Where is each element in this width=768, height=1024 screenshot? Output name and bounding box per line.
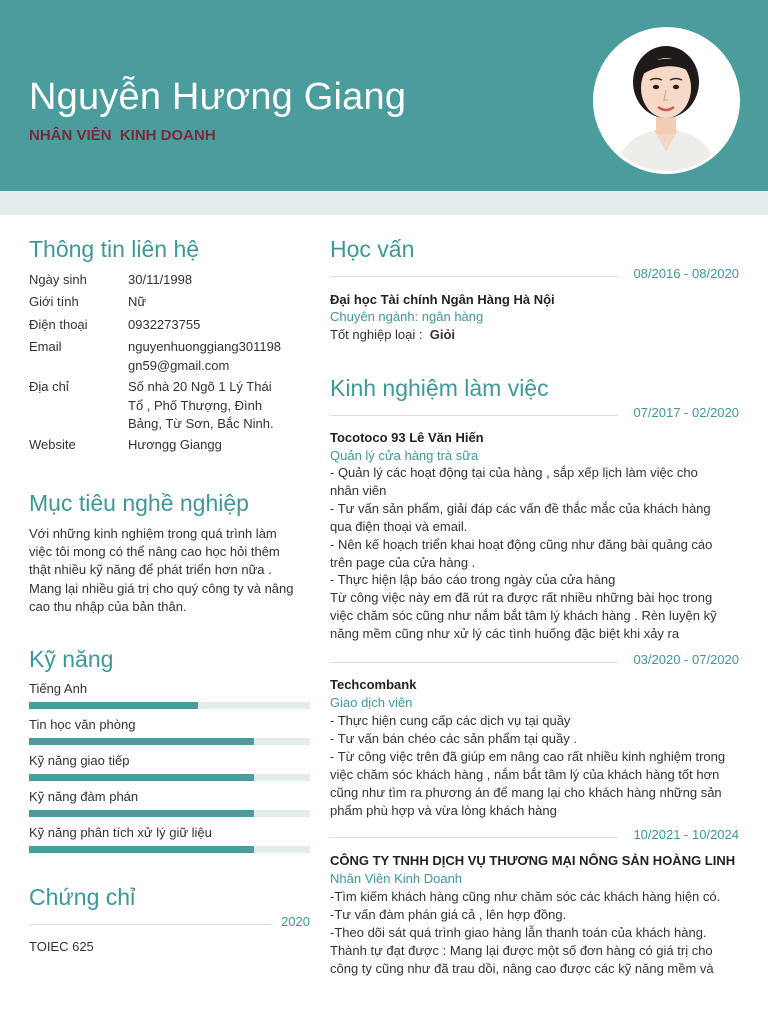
job-description <box>330 712 745 819</box>
objective-line: Với những kinh nghiệm trong quá trình làm <box>29 526 277 541</box>
job-description-line: việc chăm sóc khách hàng , nắm bắt tâm lý của khách hàng tốt hơn <box>330 766 720 782</box>
job-company: Tocotoco 93 Lê Văn Hiến <box>330 430 484 445</box>
job-description <box>330 888 745 978</box>
skills-section-title: Kỹ năng <box>29 646 114 672</box>
job-description-line: - Từ công việc trên đã giúp em nâng cao rất nhiều kinh nghiệm trong <box>330 748 726 764</box>
education-date: 08/2016 - 08/2020 <box>633 266 739 281</box>
job-description-line: cũng như tìm ra phương án để mang lại cho khách hàng những sản <box>330 784 722 800</box>
job-description-line: nhân viên <box>330 482 387 498</box>
gender-value: Nữ <box>128 294 147 309</box>
certificates-divider <box>29 924 271 925</box>
school-name: Đại học Tài chính Ngân Hàng Hà Nội <box>330 292 555 307</box>
job-description-line: phẩm phù hợp và vừa lòng khách hàng <box>330 802 557 818</box>
job-description-line: trên page của cửa hàng . <box>330 554 476 570</box>
job-company: CÔNG TY TNHH DỊCH VỤ THƯƠNG MẠI NÔNG SẢN HOÀNG LINH <box>330 853 736 868</box>
experience-section-title: Kinh nghiệm làm việc <box>330 375 549 401</box>
job-description-line: -Tư vấn đàm phán giá cả , lên hợp đồng. <box>330 906 567 922</box>
job-description-line: - Thực hiện lập báo cáo trong ngày của cửa hàng <box>330 572 616 588</box>
website-label: Website <box>29 437 76 452</box>
job-position: Quản lý cửa hàng trà sữa <box>330 448 479 463</box>
address-line: Số nhà 20 Ngõ 1 Lý Thái <box>128 379 272 394</box>
job-description-line: - Nên kế hoạch triển khai hoạt động cũng như đăng bài quảng cáo <box>330 536 713 552</box>
email-label: Email <box>29 339 62 354</box>
address-value <box>128 378 274 434</box>
job-description-line: năng mềm cũng như xử lý các tình huống đặc biệt khi xảy ra <box>330 626 680 642</box>
objective-text <box>29 525 314 616</box>
job-divider <box>330 837 618 838</box>
portrait-image <box>596 30 737 171</box>
website-value[interactable]: Hươngg Giangg <box>128 437 222 452</box>
skill-bar <box>29 702 310 709</box>
skill-bar-fill <box>29 774 254 781</box>
education-section-title: Học vấn <box>330 236 415 262</box>
job-divider <box>330 415 618 416</box>
phone-label: Điện thoại <box>29 317 88 332</box>
objective-line: Mang lại nhiều giá trị cho quý công ty và nâng <box>29 580 294 596</box>
candidate-role: NHÂN VIÊN KINH DOANH <box>29 127 216 144</box>
profile-photo <box>593 27 740 174</box>
birth-label: Ngày sinh <box>29 272 87 287</box>
address-label: Địa chỉ <box>29 379 69 394</box>
job-description-line: qua điện thoại và email. <box>330 518 468 534</box>
skill-label: Kỹ năng đàm phán <box>29 789 139 804</box>
grade-label: Tốt nghiệp loại : <box>330 327 423 342</box>
objective-line: thật nhiều kỹ năng để phát triển hơn nữa . <box>29 562 272 578</box>
address-line: Tổ , Phố Thượng, Đình <box>128 397 263 413</box>
job-date: 10/2021 - 10/2024 <box>633 827 739 842</box>
job-position: Giao dịch viên <box>330 695 413 710</box>
job-description-line: -Tìm kiếm khách hàng cũng như chăm sóc các khách hàng hiện có. <box>330 889 721 904</box>
skill-bar <box>29 774 310 781</box>
skill-bar <box>29 846 310 853</box>
job-description <box>330 464 745 643</box>
objective-line: cao thu nhập của bản thân. <box>29 598 187 614</box>
email-line: gn59@gmail.com <box>128 357 230 373</box>
candidate-name: Nguyễn Hương Giang <box>29 76 407 118</box>
job-divider <box>330 662 618 663</box>
grade-value: Giỏi <box>429 327 456 342</box>
skill-bar-fill <box>29 810 254 817</box>
job-description-line: Thành tự đạt được : Mang lại được một số đơn hàng có giá trị cho <box>330 942 713 958</box>
objective-section-title: Mục tiêu nghề nghiệp <box>29 490 249 516</box>
job-company: Techcombank <box>330 677 417 692</box>
job-description-line: -Theo dõi sát quá trình giao hàng lẫn thanh toán của khách hàng. <box>330 924 707 940</box>
certificates-section-title: Chứng chỉ <box>29 884 136 910</box>
email-value[interactable] <box>128 338 281 375</box>
job-description-line: - Tư vấn bán chéo các sản phẩm tại quầy . <box>330 730 577 746</box>
skill-label: Tin học văn phòng <box>29 717 136 732</box>
skill-bar <box>29 810 310 817</box>
header-strip <box>0 191 768 215</box>
skill-bar-fill <box>29 738 254 745</box>
skill-label: Tiếng Anh <box>29 681 88 696</box>
phone-value: 0932273755 <box>128 317 201 332</box>
education-divider <box>330 276 618 277</box>
birth-value: 30/11/1998 <box>128 272 193 287</box>
skill-bar <box>29 738 310 745</box>
skill-label: Kỹ năng phân tích xử lý giữ liệu <box>29 825 212 840</box>
objective-line: việc tôi mong có thể nâng cao học hỏi thêm <box>29 544 280 560</box>
job-position: Nhân Viên Kinh Doanh <box>330 871 463 886</box>
job-description-line: việc chăm sóc cũng như nắm bắt tâm lý khách hàng . Rèn luyện kỹ <box>330 608 717 624</box>
graduation-grade <box>330 327 455 342</box>
certificate-date: 2020 <box>281 914 310 929</box>
job-description-line: - Quản lý các hoạt động tại của hàng , sắp xếp lịch làm việc cho <box>330 465 698 480</box>
certificate-name: TOIEC 625 <box>29 939 94 954</box>
job-date: 03/2020 - 07/2020 <box>633 652 739 667</box>
job-description-line: - Tư vấn sản phẩm, giải đáp các vấn đề thắc mắc của khách hàng <box>330 500 711 516</box>
job-date: 07/2017 - 02/2020 <box>633 405 739 420</box>
skill-bar-fill <box>29 702 198 709</box>
job-description-line: - Thực hiện cung cấp các dịch vụ tại quầy <box>330 713 571 728</box>
email-line: nguyenhuonggiang301198 <box>128 339 282 354</box>
skill-label: Kỹ năng giao tiếp <box>29 753 130 768</box>
job-description-line: công ty cũng như đã trau dồi, nâng cao được các kỹ năng mềm và <box>330 960 714 976</box>
gender-label: Giới tính <box>29 294 79 309</box>
job-description-line: Từ công việc này em đã rút ra được rất nhiều những bài học trong <box>330 590 713 606</box>
contact-section-title: Thông tin liên hệ <box>29 236 200 262</box>
skill-bar-fill <box>29 846 254 853</box>
education-major: Chuyên ngành: ngân hàng <box>330 309 484 324</box>
address-line: Bảng, Từ Sơn, Bắc Ninh. <box>128 416 274 431</box>
